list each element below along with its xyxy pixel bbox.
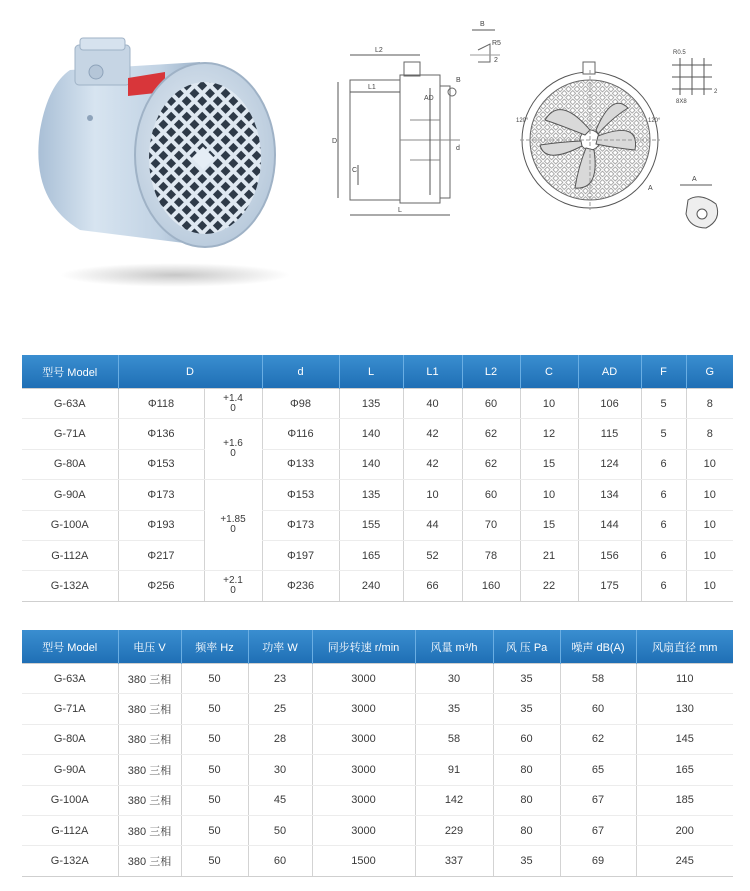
table-header-row [22,630,733,664]
cell-l2: 160 [462,571,520,601]
dim-label-l1: L1 [368,84,376,91]
cell-voltage: 380 三相 [118,664,181,694]
cell-c: 10 [520,480,578,510]
header-d-inner: d [262,355,339,389]
table-row [22,510,733,540]
cell-fan-diameter: 185 [636,785,733,815]
cell-c: 22 [520,571,578,601]
table-row [22,724,733,754]
cell-g: 10 [686,480,733,510]
cell-model: G-63A [22,389,118,419]
angle-label-right: 120° [648,118,661,124]
key-detail-label-2: 2 [714,89,718,95]
cell-pressure: 35 [493,846,560,876]
cell-l2: 62 [462,419,520,449]
side-view-drawing [338,55,460,215]
cell-g: 8 [686,389,733,419]
detail-a-drawing [680,185,718,228]
tolerance-cell [204,389,262,419]
cell-model: G-63A [22,664,118,694]
callout-b: B [456,77,461,84]
cell-fan-diameter: 165 [636,755,733,785]
tolerance-lower: 0 [230,524,236,536]
header-l1: L1 [403,355,462,389]
cell-power: 30 [248,755,312,785]
cell-l1: 66 [403,571,462,601]
dim-label-d-outer: D [332,138,338,145]
detail-b-label-r5: R5 [492,40,501,47]
cell-frequency: 50 [181,846,248,876]
cell-power: 60 [248,846,312,876]
table-row [22,540,733,570]
cell-ad: 156 [578,540,641,570]
cell-noise: 65 [560,755,636,785]
cell-g: 10 [686,510,733,540]
cell-frequency: 50 [181,664,248,694]
dim-label-c: C [352,167,358,174]
table-row [22,664,733,694]
front-view-drawing [520,62,660,210]
cell-f: 6 [641,510,686,540]
cell-f: 6 [641,449,686,479]
cell-model: G-100A [22,785,118,815]
cell-speed: 3000 [312,724,415,754]
cell-ad: 124 [578,449,641,479]
cell-voltage: 380 三相 [118,785,181,815]
cell-l: 165 [339,540,403,570]
cell-airflow: 142 [415,785,493,815]
callout-a: A [648,185,653,192]
dim-label-ad: AD [424,95,434,102]
header-ad: AD [578,355,641,389]
cell-speed: 1500 [312,846,415,876]
cell-power: 23 [248,664,312,694]
tolerance-lower: 0 [230,402,236,414]
cell-voltage: 380 三相 [118,694,181,724]
cell-l1: 40 [403,389,462,419]
header-fan-diameter: 风扇直径 mm [636,630,733,664]
table-row [22,571,733,601]
cell-frequency: 50 [181,755,248,785]
cell-l1: 10 [403,480,462,510]
header-f: F [641,355,686,389]
cell-d: Φ217 [118,540,204,570]
cell-pressure: 80 [493,785,560,815]
cell-model: G-100A [22,510,118,540]
cell-speed: 3000 [312,755,415,785]
cell-c: 10 [520,389,578,419]
cell-g: 8 [686,419,733,449]
cell-d: Φ153 [118,449,204,479]
cell-d-inner: Φ133 [262,449,339,479]
cell-power: 50 [248,815,312,845]
cell-g: 10 [686,449,733,479]
detail-b-label-2: 2 [494,57,498,64]
header-frequency: 频率 Hz [181,630,248,664]
cell-d-inner: Φ116 [262,419,339,449]
cell-model: G-80A [22,449,118,479]
dimensions-table [22,355,733,602]
cell-l: 140 [339,449,403,479]
cell-c: 12 [520,419,578,449]
cell-model: G-90A [22,755,118,785]
cell-voltage: 380 三相 [118,724,181,754]
header-power: 功率 W [248,630,312,664]
cell-noise: 67 [560,785,636,815]
cell-power: 28 [248,724,312,754]
cell-c: 15 [520,510,578,540]
cell-model: G-132A [22,846,118,876]
table-row [22,480,733,510]
cell-g: 10 [686,571,733,601]
cell-d-inner: Φ173 [262,510,339,540]
cell-d: Φ173 [118,480,204,510]
cell-frequency: 50 [181,724,248,754]
cell-pressure: 35 [493,664,560,694]
cell-voltage: 380 三相 [118,815,181,845]
key-detail-label-r05: R0.5 [673,50,686,56]
cell-model: G-112A [22,540,118,570]
header-noise: 噪声 dB(A) [560,630,636,664]
cell-model: G-71A [22,694,118,724]
cell-fan-diameter: 245 [636,846,733,876]
cell-l: 135 [339,389,403,419]
cell-l: 155 [339,510,403,540]
cell-frequency: 50 [181,785,248,815]
tolerance-lower: 0 [230,448,236,460]
cell-power: 45 [248,785,312,815]
table-row [22,815,733,845]
cell-model: G-71A [22,419,118,449]
cell-c: 15 [520,449,578,479]
dim-label-l: L [398,207,402,214]
table-row [22,755,733,785]
table-row [22,785,733,815]
cell-ad: 134 [578,480,641,510]
header-model: 型号 Model [22,355,118,389]
cell-l1: 42 [403,419,462,449]
cell-ad: 144 [578,510,641,540]
cell-power: 25 [248,694,312,724]
cell-f: 6 [641,480,686,510]
tolerance-lower: 0 [230,585,236,597]
header-d-outer: D [118,355,262,389]
tolerance-upper: +2.1 [223,575,243,587]
tolerance-cell [204,419,262,480]
header-voltage: 电压 V [118,630,181,664]
cell-noise: 69 [560,846,636,876]
tolerance-upper: +1.6 [223,438,243,450]
cell-airflow: 58 [415,724,493,754]
cell-fan-diameter: 200 [636,815,733,845]
cell-c: 21 [520,540,578,570]
cell-model: G-90A [22,480,118,510]
cell-frequency: 50 [181,815,248,845]
cell-fan-diameter: 145 [636,724,733,754]
cell-speed: 3000 [312,785,415,815]
cell-airflow: 91 [415,755,493,785]
cell-f: 5 [641,389,686,419]
cell-l2: 78 [462,540,520,570]
cell-noise: 58 [560,664,636,694]
cell-airflow: 30 [415,664,493,694]
table-row [22,449,733,479]
cell-d-inner: Φ197 [262,540,339,570]
cell-fan-diameter: 110 [636,664,733,694]
fan-motor-photo [38,38,290,287]
tolerance-cell [204,480,262,571]
header-c: C [520,355,578,389]
angle-label-left: 120° [516,118,529,124]
detail-b-title: B [480,21,485,28]
key-detail-drawing [672,58,712,95]
cell-ad: 175 [578,571,641,601]
cell-l1: 44 [403,510,462,540]
table-row [22,694,733,724]
cell-l: 135 [339,480,403,510]
header-model: 型号 Model [22,630,118,664]
cell-f: 6 [641,540,686,570]
cell-l2: 60 [462,480,520,510]
cell-voltage: 380 三相 [118,755,181,785]
dim-label-d-inner: d [456,145,460,152]
cell-l2: 62 [462,449,520,479]
detail-a-title: A [692,176,697,183]
cell-d: Φ256 [118,571,204,601]
cell-ad: 115 [578,419,641,449]
table-row [22,419,733,449]
cell-d-inner: Φ153 [262,480,339,510]
cell-l2: 70 [462,510,520,540]
cell-l1: 42 [403,449,462,479]
header-pressure: 风 压 Pa [493,630,560,664]
header-g: G [686,355,733,389]
cell-f: 6 [641,571,686,601]
cell-pressure: 80 [493,755,560,785]
header-l: L [339,355,403,389]
dim-label-l2: L2 [375,47,383,54]
product-illustration-area [0,0,750,330]
cell-d: Φ118 [118,389,204,419]
cell-model: G-132A [22,571,118,601]
cell-d: Φ136 [118,419,204,449]
cell-l: 140 [339,419,403,449]
tolerance-upper: +1.85 [220,514,246,526]
header-l2: L2 [462,355,520,389]
cell-speed: 3000 [312,664,415,694]
cell-voltage: 380 三相 [118,846,181,876]
cell-g: 10 [686,540,733,570]
table-row [22,846,733,876]
cell-pressure: 80 [493,815,560,845]
key-detail-label-8x8: 8X8 [676,99,687,105]
table-row [22,389,733,419]
header-speed: 同步转速 r/min [312,630,415,664]
cell-noise: 60 [560,694,636,724]
performance-table-body [22,664,733,877]
header-airflow: 风量 m³/h [415,630,493,664]
cell-pressure: 35 [493,694,560,724]
cell-d-inner: Φ98 [262,389,339,419]
cell-model: G-112A [22,815,118,845]
cell-d: Φ193 [118,510,204,540]
cell-pressure: 60 [493,724,560,754]
cell-airflow: 337 [415,846,493,876]
cell-speed: 3000 [312,694,415,724]
cell-f: 5 [641,419,686,449]
cell-ad: 106 [578,389,641,419]
cell-noise: 62 [560,724,636,754]
cell-frequency: 50 [181,694,248,724]
cell-airflow: 35 [415,694,493,724]
cell-airflow: 229 [415,815,493,845]
cell-fan-diameter: 130 [636,694,733,724]
cell-d-inner: Φ236 [262,571,339,601]
cell-l2: 60 [462,389,520,419]
cell-model: G-80A [22,724,118,754]
cell-speed: 3000 [312,815,415,845]
tolerance-upper: +1.4 [223,392,243,404]
tolerance-cell [204,571,262,601]
cell-l: 240 [339,571,403,601]
cell-noise: 67 [560,815,636,845]
cell-l1: 52 [403,540,462,570]
performance-table [22,630,733,877]
table-header-row [22,355,733,389]
